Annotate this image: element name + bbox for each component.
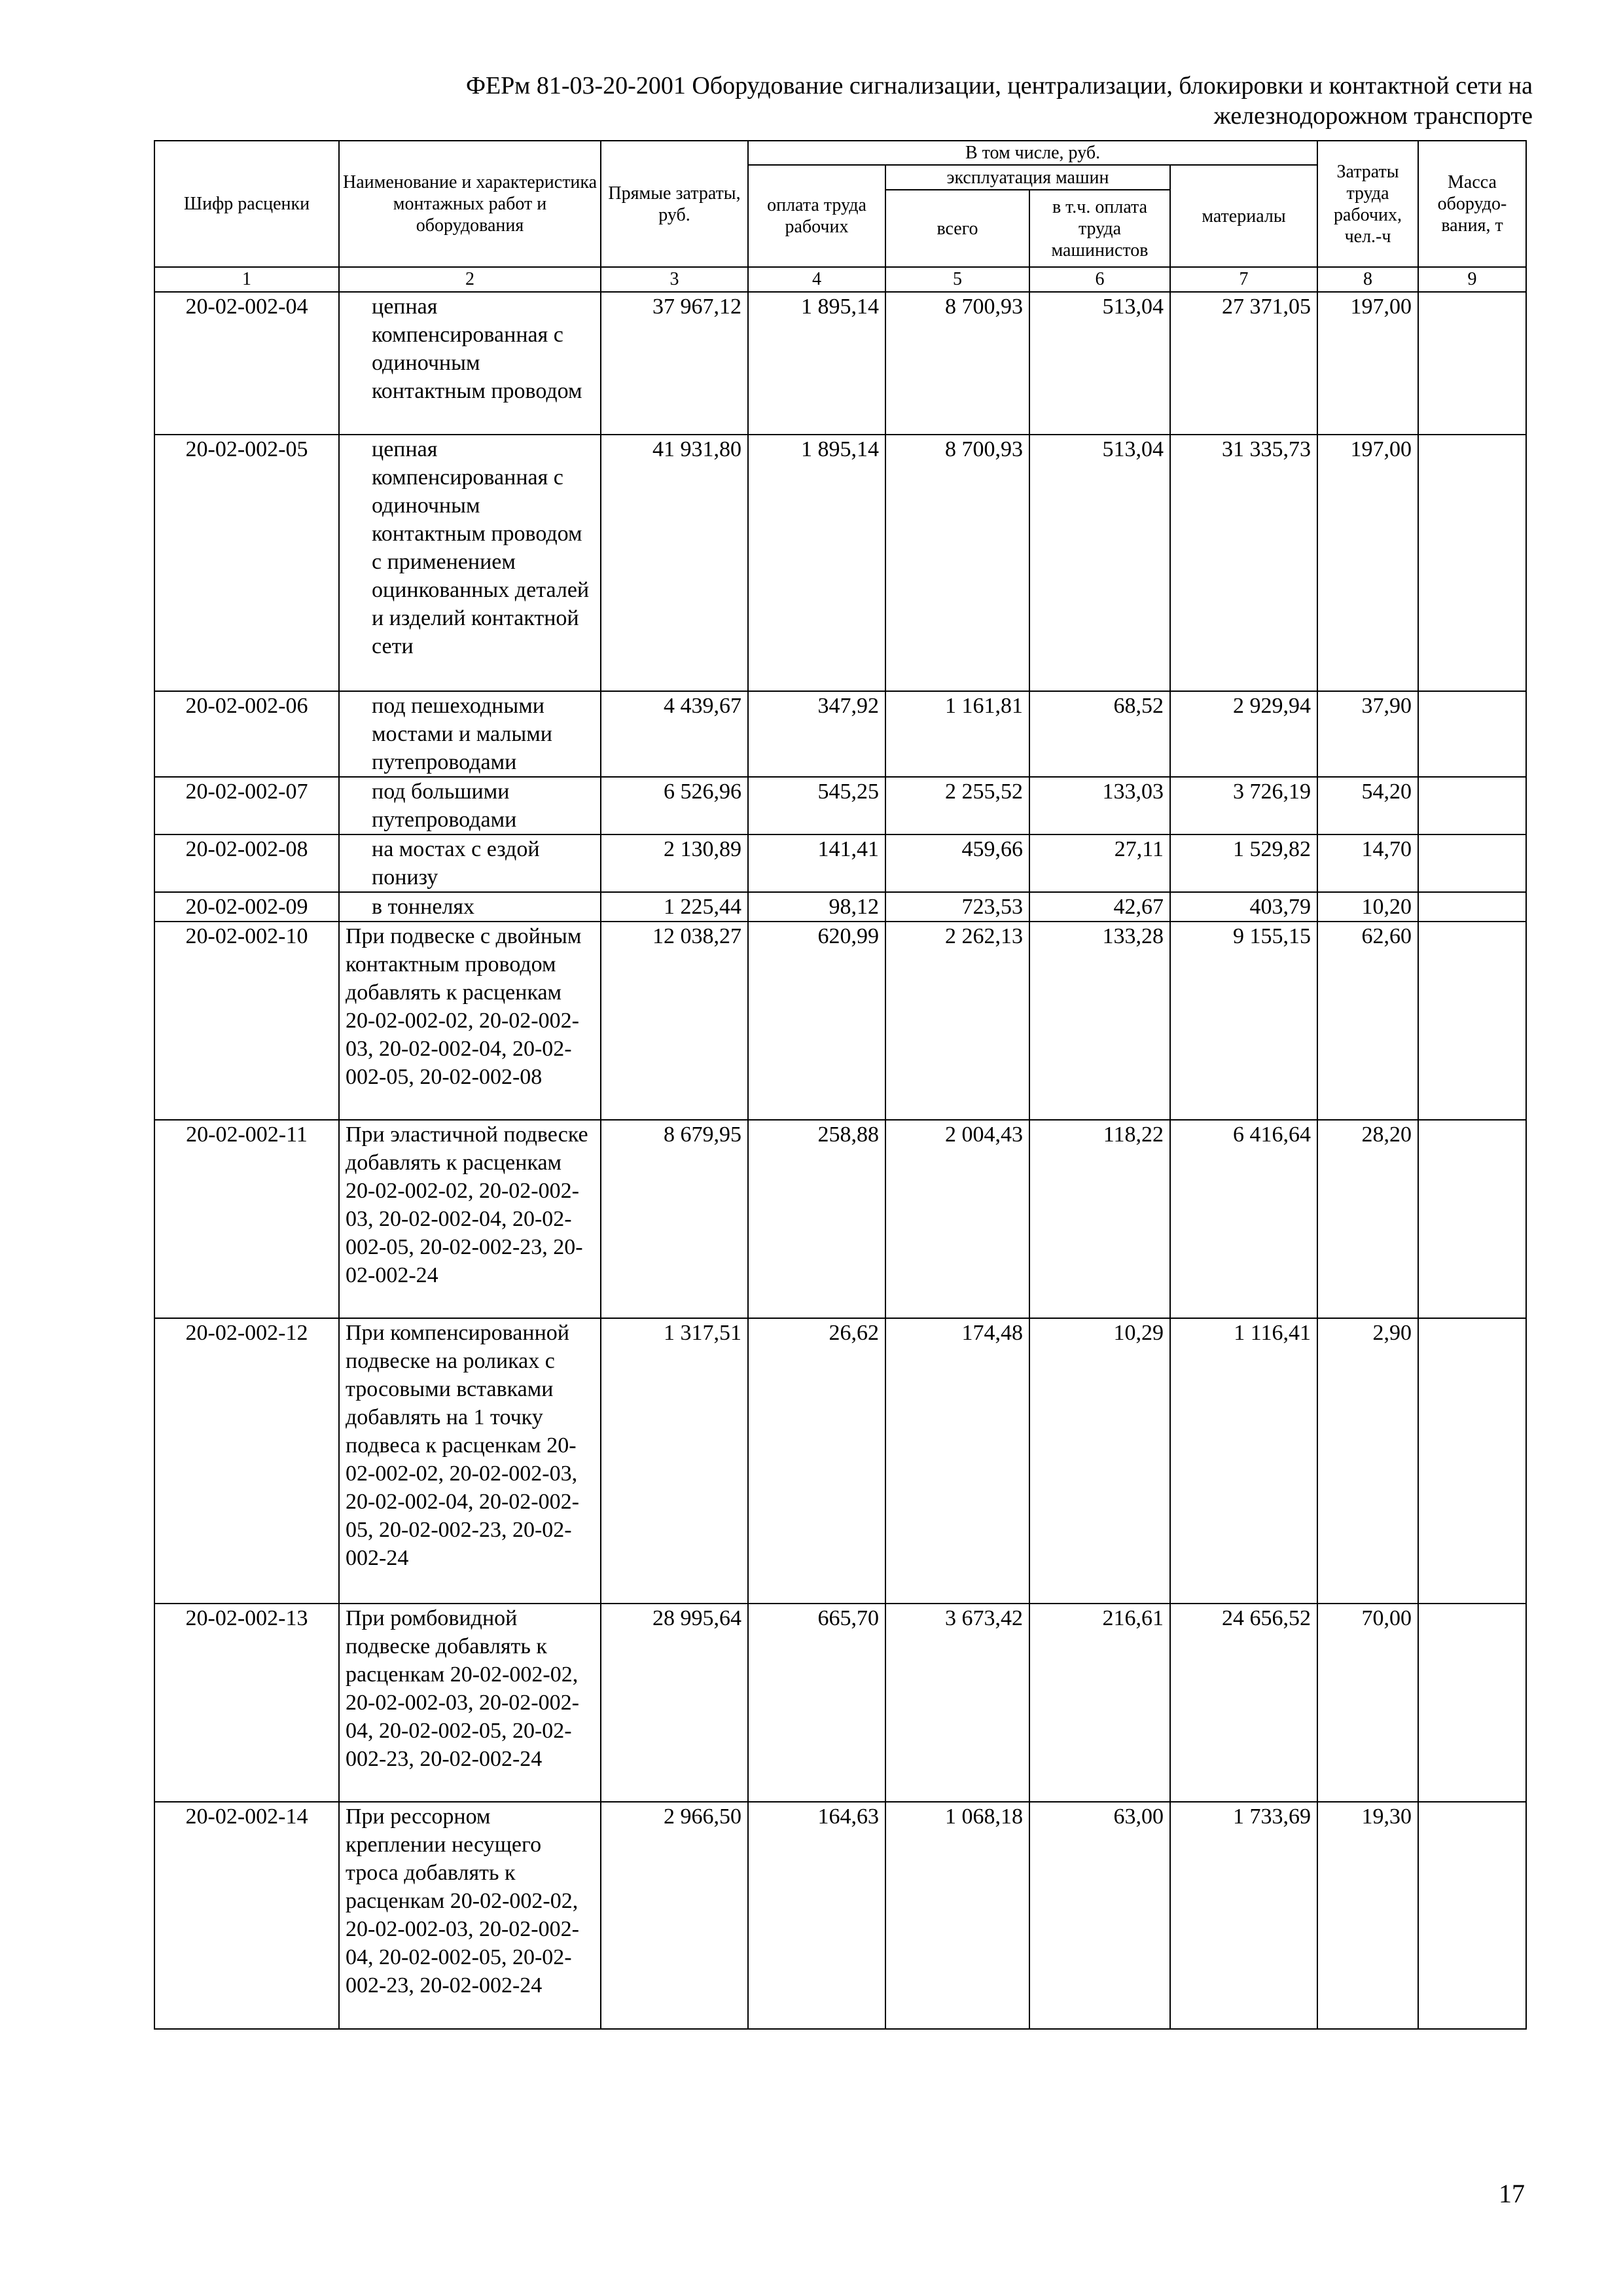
rates-table bbox=[154, 140, 1527, 2030]
header-wages: оплата труда рабочих bbox=[748, 165, 885, 267]
header-equipment-mass: Масса оборудо-вания, т bbox=[1418, 141, 1526, 267]
table-row bbox=[154, 777, 1526, 834]
column-number: 4 bbox=[748, 267, 885, 292]
operator-wages-cell: 133,28 bbox=[1029, 922, 1170, 1120]
table-header bbox=[154, 141, 1526, 292]
machines-total-cell: 2 262,13 bbox=[885, 922, 1029, 1120]
machines-total-cell: 459,66 bbox=[885, 834, 1029, 892]
wages-cell: 347,92 bbox=[748, 691, 885, 777]
header-operator-wages: в т.ч. оплата труда машинистов bbox=[1029, 190, 1170, 267]
rate-code: 20-02-002-11 bbox=[154, 1120, 339, 1318]
wages-cell: 1 895,14 bbox=[748, 435, 885, 691]
operator-wages-cell: 133,03 bbox=[1029, 777, 1170, 834]
materials-cell: 1 116,41 bbox=[1170, 1318, 1317, 1604]
equipment-mass-cell bbox=[1418, 892, 1526, 922]
wages-cell: 141,41 bbox=[748, 834, 885, 892]
operator-wages-cell: 10,29 bbox=[1029, 1318, 1170, 1604]
operator-wages-cell: 513,04 bbox=[1029, 435, 1170, 691]
equipment-mass-cell bbox=[1418, 292, 1526, 435]
rate-code: 20-02-002-04 bbox=[154, 292, 339, 435]
header-machines: эксплуатация машин bbox=[885, 165, 1170, 190]
work-description: в тоннелях bbox=[339, 892, 601, 922]
rate-code: 20-02-002-10 bbox=[154, 922, 339, 1120]
equipment-mass-cell bbox=[1418, 834, 1526, 892]
column-number: 1 bbox=[154, 267, 339, 292]
operator-wages-cell: 68,52 bbox=[1029, 691, 1170, 777]
column-number: 7 bbox=[1170, 267, 1317, 292]
work-description: цепная компенсированная с одиночным контактным проводом с применением оцинкованных деталей и изделий контактной сети bbox=[339, 435, 601, 691]
rate-code: 20-02-002-08 bbox=[154, 834, 339, 892]
labor-costs-cell: 2,90 bbox=[1317, 1318, 1418, 1604]
materials-cell: 27 371,05 bbox=[1170, 292, 1317, 435]
equipment-mass-cell bbox=[1418, 691, 1526, 777]
work-description: При эластичной подвеске добавлять к расценкам 20-02-002-02, 20-02-002-03, 20-02-002-04, 20-02-002-05, 20-02-002-23, 20-02-002-24 bbox=[339, 1120, 601, 1318]
machines-total-cell: 8 700,93 bbox=[885, 292, 1029, 435]
operator-wages-cell: 42,67 bbox=[1029, 892, 1170, 922]
direct-costs-cell: 28 995,64 bbox=[601, 1604, 748, 1802]
wages-cell: 258,88 bbox=[748, 1120, 885, 1318]
wages-cell: 620,99 bbox=[748, 922, 885, 1120]
machines-total-cell: 174,48 bbox=[885, 1318, 1029, 1604]
header-labor-costs: Затраты труда рабочих, чел.-ч bbox=[1317, 141, 1418, 267]
table-row bbox=[154, 1802, 1526, 2029]
work-description: При подвеске с двойным контактным проводом добавлять к расценкам 20-02-002-02, 20-02-002-03, 20-02-002-04, 20-02-002-05, 20-02-002-08 bbox=[339, 922, 601, 1120]
column-number: 6 bbox=[1029, 267, 1170, 292]
labor-costs-cell: 28,20 bbox=[1317, 1120, 1418, 1318]
materials-cell: 1 733,69 bbox=[1170, 1802, 1317, 2029]
machines-total-cell: 3 673,42 bbox=[885, 1604, 1029, 1802]
machines-total-cell: 1 161,81 bbox=[885, 691, 1029, 777]
direct-costs-cell: 2 966,50 bbox=[601, 1802, 748, 2029]
labor-costs-cell: 70,00 bbox=[1317, 1604, 1418, 1802]
labor-costs-cell: 54,20 bbox=[1317, 777, 1418, 834]
operator-wages-cell: 216,61 bbox=[1029, 1604, 1170, 1802]
materials-cell: 9 155,15 bbox=[1170, 922, 1317, 1120]
machines-total-cell: 1 068,18 bbox=[885, 1802, 1029, 2029]
materials-cell: 24 656,52 bbox=[1170, 1604, 1317, 1802]
materials-cell: 3 726,19 bbox=[1170, 777, 1317, 834]
labor-costs-cell: 197,00 bbox=[1317, 292, 1418, 435]
table-row bbox=[154, 834, 1526, 892]
materials-cell: 1 529,82 bbox=[1170, 834, 1317, 892]
operator-wages-cell: 63,00 bbox=[1029, 1802, 1170, 2029]
direct-costs-cell: 2 130,89 bbox=[601, 834, 748, 892]
labor-costs-cell: 62,60 bbox=[1317, 922, 1418, 1120]
column-number: 3 bbox=[601, 267, 748, 292]
direct-costs-cell: 1 225,44 bbox=[601, 892, 748, 922]
header-machines-total: всего bbox=[885, 190, 1029, 267]
rate-code: 20-02-002-14 bbox=[154, 1802, 339, 2029]
labor-costs-cell: 10,20 bbox=[1317, 892, 1418, 922]
header-materials: материалы bbox=[1170, 165, 1317, 267]
equipment-mass-cell bbox=[1418, 1318, 1526, 1604]
direct-costs-cell: 6 526,96 bbox=[601, 777, 748, 834]
wages-cell: 545,25 bbox=[748, 777, 885, 834]
machines-total-cell: 2 255,52 bbox=[885, 777, 1029, 834]
equipment-mass-cell bbox=[1418, 777, 1526, 834]
header-subtitle: железнодорожном транспорте bbox=[1213, 102, 1533, 130]
machines-total-cell: 2 004,43 bbox=[885, 1120, 1029, 1318]
header-title: ФЕРм 81-03-20-2001 Оборудование сигнализации, централизации, блокировки и контактной сети на bbox=[465, 72, 1533, 99]
materials-cell: 6 416,64 bbox=[1170, 1120, 1317, 1318]
wages-cell: 1 895,14 bbox=[748, 292, 885, 435]
table-row bbox=[154, 292, 1526, 435]
direct-costs-cell: 12 038,27 bbox=[601, 922, 748, 1120]
direct-costs-cell: 8 679,95 bbox=[601, 1120, 748, 1318]
equipment-mass-cell bbox=[1418, 1604, 1526, 1802]
table-row bbox=[154, 435, 1526, 691]
rate-code: 20-02-002-05 bbox=[154, 435, 339, 691]
equipment-mass-cell bbox=[1418, 922, 1526, 1120]
table-row bbox=[154, 1120, 1526, 1318]
wages-cell: 26,62 bbox=[748, 1318, 885, 1604]
table-row bbox=[154, 1318, 1526, 1604]
wages-cell: 164,63 bbox=[748, 1802, 885, 2029]
work-description: под пешеходными мостами и малыми путепроводами bbox=[339, 691, 601, 777]
labor-costs-cell: 37,90 bbox=[1317, 691, 1418, 777]
rate-code: 20-02-002-06 bbox=[154, 691, 339, 777]
table-row bbox=[154, 1604, 1526, 1802]
header-including: В том числе, руб. bbox=[748, 141, 1317, 165]
column-numbers-row bbox=[154, 267, 1526, 292]
rate-code: 20-02-002-13 bbox=[154, 1604, 339, 1802]
rate-code: 20-02-002-12 bbox=[154, 1318, 339, 1604]
header-name: Наименование и характеристика монтажных работ и оборудования bbox=[339, 141, 601, 267]
work-description: на мостах с ездой понизу bbox=[339, 834, 601, 892]
column-number: 5 bbox=[885, 267, 1029, 292]
table-body bbox=[154, 292, 1526, 2029]
rate-code: 20-02-002-07 bbox=[154, 777, 339, 834]
wages-cell: 665,70 bbox=[748, 1604, 885, 1802]
machines-total-cell: 723,53 bbox=[885, 892, 1029, 922]
work-description: При рессорном креплении несущего троса добавлять к расценкам 20-02-002-02, 20-02-002-03, 20-02-002-04, 20-02-002-05, 20-02-002-23, 20-02-002-24 bbox=[339, 1802, 601, 2029]
operator-wages-cell: 27,11 bbox=[1029, 834, 1170, 892]
direct-costs-cell: 4 439,67 bbox=[601, 691, 748, 777]
column-number: 2 bbox=[339, 267, 601, 292]
direct-costs-cell: 41 931,80 bbox=[601, 435, 748, 691]
labor-costs-cell: 19,30 bbox=[1317, 1802, 1418, 2029]
work-description: цепная компенсированная с одиночным контактным проводом bbox=[339, 292, 601, 435]
labor-costs-cell: 197,00 bbox=[1317, 435, 1418, 691]
column-number: 8 bbox=[1317, 267, 1418, 292]
work-description: под большими путепроводами bbox=[339, 777, 601, 834]
equipment-mass-cell bbox=[1418, 1802, 1526, 2029]
operator-wages-cell: 118,22 bbox=[1029, 1120, 1170, 1318]
header-code: Шифр расценки bbox=[154, 141, 339, 267]
labor-costs-cell: 14,70 bbox=[1317, 834, 1418, 892]
wages-cell: 98,12 bbox=[748, 892, 885, 922]
materials-cell: 2 929,94 bbox=[1170, 691, 1317, 777]
page-number: 17 bbox=[1499, 2179, 1525, 2208]
work-description: При ромбовидной подвеске добавлять к расценкам 20-02-002-02, 20-02-002-03, 20-02-002-04, 20-02-002-05, 20-02-002-23, 20-02-002-24 bbox=[339, 1604, 601, 1802]
equipment-mass-cell bbox=[1418, 1120, 1526, 1318]
document-header bbox=[340, 71, 1533, 131]
direct-costs-cell: 37 967,12 bbox=[601, 292, 748, 435]
materials-cell: 31 335,73 bbox=[1170, 435, 1317, 691]
table-row bbox=[154, 922, 1526, 1120]
work-description: При компенсированной подвеске на роликах с тросовыми вставками добавлять на 1 точку подвеса к расценкам 20-02-002-02, 20-02-002-03, 20-02-002-04, 20-02-002-05, 20-02-002-23, 20-02-002-24 bbox=[339, 1318, 601, 1604]
direct-costs-cell: 1 317,51 bbox=[601, 1318, 748, 1604]
column-number: 9 bbox=[1418, 267, 1526, 292]
table-row bbox=[154, 691, 1526, 777]
header-direct-costs: Прямые затраты, руб. bbox=[601, 141, 748, 267]
equipment-mass-cell bbox=[1418, 435, 1526, 691]
rate-code: 20-02-002-09 bbox=[154, 892, 339, 922]
machines-total-cell: 8 700,93 bbox=[885, 435, 1029, 691]
table-row bbox=[154, 892, 1526, 922]
operator-wages-cell: 513,04 bbox=[1029, 292, 1170, 435]
materials-cell: 403,79 bbox=[1170, 892, 1317, 922]
